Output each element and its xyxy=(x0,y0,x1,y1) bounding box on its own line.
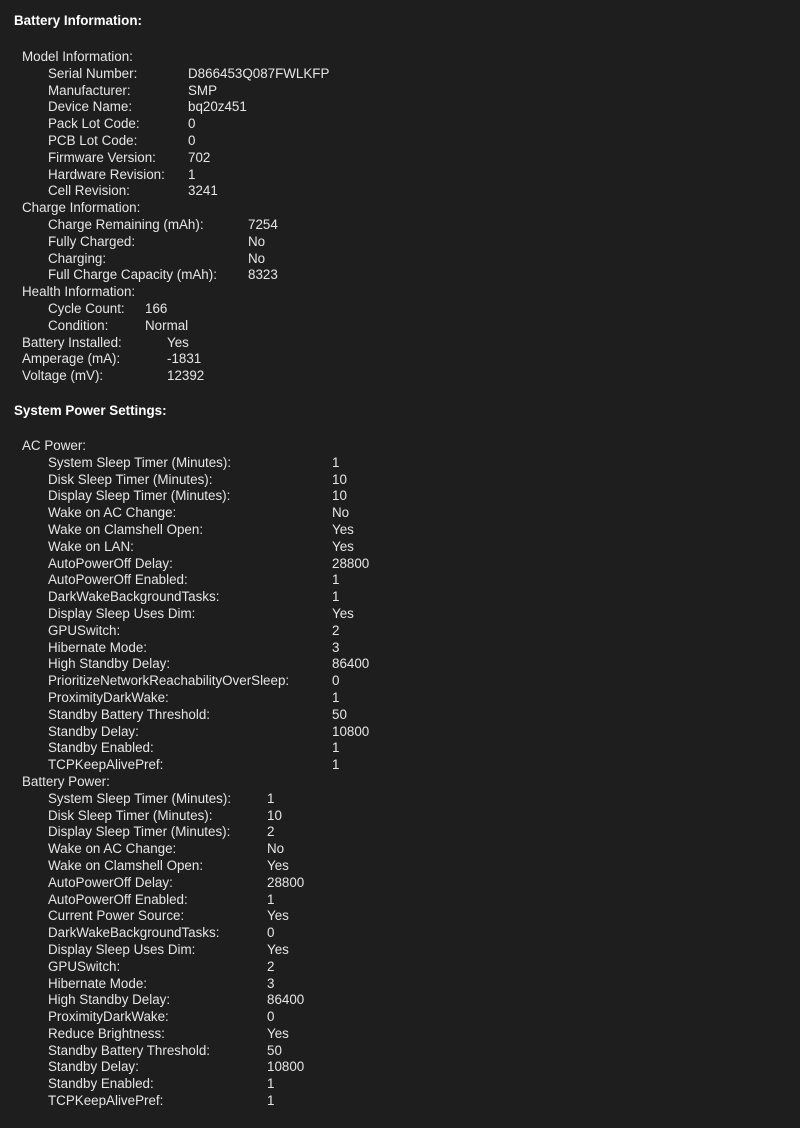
info-row-label: Device Name: xyxy=(48,99,133,115)
info-row-label: GPUSwitch: xyxy=(48,958,121,974)
info-row-value: 10 xyxy=(332,471,347,487)
system-power-settings-title: System Power Settings: xyxy=(14,403,167,418)
info-row xyxy=(0,925,800,942)
info-row-label: AutoPowerOff Enabled: xyxy=(48,572,188,588)
info-row-label: High Standby Delay: xyxy=(48,656,171,672)
info-row xyxy=(0,808,800,825)
ac-power-heading: AC Power: xyxy=(22,438,86,453)
info-row xyxy=(0,488,800,505)
info-row-label: Current Power Source: xyxy=(48,908,185,924)
info-row-label: PrioritizeNetworkReachabilityOverSleep: xyxy=(48,673,290,689)
info-row-value: SMP xyxy=(188,82,218,98)
info-row-value: 7254 xyxy=(248,216,278,232)
info-row-value: No xyxy=(332,505,350,521)
info-row xyxy=(0,724,800,741)
info-row-value: 50 xyxy=(267,1042,282,1058)
info-row xyxy=(0,841,800,858)
info-row xyxy=(0,1076,800,1093)
info-row-label: Amperage (mA): xyxy=(22,351,121,367)
info-row xyxy=(0,824,800,841)
info-row-label: Battery Installed: xyxy=(22,334,122,350)
info-row-value: 86400 xyxy=(332,656,370,672)
info-row xyxy=(0,116,800,133)
info-row-label: DarkWakeBackgroundTasks: xyxy=(48,925,220,941)
info-row-value: No xyxy=(248,250,266,266)
ac-power-rows xyxy=(0,455,800,774)
info-row-label: Wake on AC Change: xyxy=(48,505,177,521)
info-row xyxy=(0,455,800,472)
health-information-heading: Health Information: xyxy=(22,284,136,300)
info-row-label: PCB Lot Code: xyxy=(48,132,138,148)
info-row xyxy=(0,251,800,268)
info-row-value: 0 xyxy=(267,1009,275,1025)
info-row-label: Standby Delay: xyxy=(48,723,139,739)
info-row-value: 1 xyxy=(267,1093,275,1109)
info-row-label: Voltage (mV): xyxy=(22,368,104,384)
info-row xyxy=(0,791,800,808)
info-row-value: 1 xyxy=(332,589,340,605)
info-row-label: Cell Revision: xyxy=(48,183,130,199)
info-row xyxy=(0,183,800,200)
info-row-value: 50 xyxy=(332,706,347,722)
info-row xyxy=(0,690,800,707)
info-row-value: 28800 xyxy=(332,555,370,571)
info-row-value: 1 xyxy=(332,740,340,756)
info-row-label: Wake on Clamshell Open: xyxy=(48,857,204,873)
system-power-settings-section xyxy=(0,438,800,1110)
battery-information-section xyxy=(0,49,800,385)
info-row xyxy=(0,150,800,167)
info-row-value: Yes xyxy=(267,857,289,873)
info-row xyxy=(0,83,800,100)
battery-power-heading: Battery Power: xyxy=(22,773,110,789)
info-row-label: Hibernate Mode: xyxy=(48,639,147,655)
info-row xyxy=(0,368,800,385)
info-row-value: bq20z451 xyxy=(188,99,247,115)
info-row-value: 0 xyxy=(188,116,196,132)
info-row xyxy=(0,740,800,757)
info-row-label: Standby Delay: xyxy=(48,1059,139,1075)
info-row-label: ProximityDarkWake: xyxy=(48,1009,169,1025)
info-row xyxy=(0,707,800,724)
info-row xyxy=(0,606,800,623)
info-row-label: Manufacturer: xyxy=(48,82,131,98)
info-row-value: 702 xyxy=(188,149,211,165)
charge-information-heading: Charge Information: xyxy=(22,200,141,216)
info-row-label: Wake on Clamshell Open: xyxy=(48,521,204,537)
info-row-label: Display Sleep Timer (Minutes): xyxy=(48,488,231,504)
info-row-label: Firmware Version: xyxy=(48,149,156,165)
info-row-label: ProximityDarkWake: xyxy=(48,689,169,705)
info-row xyxy=(0,167,800,184)
info-row-label: Display Sleep Uses Dim: xyxy=(48,941,196,957)
info-row xyxy=(0,858,800,875)
info-row xyxy=(0,1043,800,1060)
info-row-label: TCPKeepAlivePref: xyxy=(48,1093,164,1109)
info-row-label: Charging: xyxy=(48,250,107,266)
info-row-value: Normal xyxy=(145,317,189,333)
info-row-value: 8323 xyxy=(248,267,278,283)
info-row-value: No xyxy=(248,233,266,249)
info-row-value: 2 xyxy=(267,824,275,840)
battery-power-rows xyxy=(0,791,800,1110)
info-row-label: Hardware Revision: xyxy=(48,166,165,182)
info-row xyxy=(0,556,800,573)
info-row-value: 12392 xyxy=(167,368,205,384)
model-information-rows xyxy=(0,66,800,200)
info-row-label: DarkWakeBackgroundTasks: xyxy=(48,589,220,605)
info-row-label: Reduce Brightness: xyxy=(48,1025,165,1041)
info-row-label: Hibernate Mode: xyxy=(48,975,147,991)
info-row-value: 10 xyxy=(267,807,282,823)
info-row-label: Disk Sleep Timer (Minutes): xyxy=(48,807,213,823)
info-row xyxy=(0,505,800,522)
info-row-value: Yes xyxy=(332,521,354,537)
info-row-value: Yes xyxy=(267,941,289,957)
info-row-value: No xyxy=(267,841,285,857)
info-row xyxy=(0,640,800,657)
info-row-label: Cycle Count: xyxy=(48,300,125,316)
info-row-value: 3241 xyxy=(188,183,218,199)
info-row xyxy=(0,959,800,976)
info-row xyxy=(0,1026,800,1043)
info-row xyxy=(0,472,800,489)
info-row xyxy=(0,623,800,640)
info-row-label: Standby Battery Threshold: xyxy=(48,1042,211,1058)
info-row xyxy=(0,99,800,116)
info-row xyxy=(0,942,800,959)
info-row-label: Wake on LAN: xyxy=(48,538,134,554)
info-row-value: 1 xyxy=(332,572,340,588)
info-row-label: Fully Charged: xyxy=(48,233,136,249)
info-row-value: 1 xyxy=(267,1076,275,1092)
info-row-value: 2 xyxy=(267,958,275,974)
info-row-label: AutoPowerOff Delay: xyxy=(48,555,173,571)
info-row-value: Yes xyxy=(167,334,189,350)
info-row-label: Charge Remaining (mAh): xyxy=(48,216,204,232)
info-row xyxy=(0,318,800,335)
battery-top-rows xyxy=(0,335,800,385)
info-row-value: 1 xyxy=(188,166,196,182)
info-row xyxy=(0,66,800,83)
charge-information-rows xyxy=(0,217,800,284)
info-row xyxy=(0,992,800,1009)
info-row xyxy=(0,976,800,993)
info-row-value: Yes xyxy=(267,908,289,924)
info-row-value: 1 xyxy=(332,689,340,705)
info-row-value: 10 xyxy=(332,488,347,504)
info-row xyxy=(0,656,800,673)
info-row-value: Yes xyxy=(332,538,354,554)
info-row xyxy=(0,875,800,892)
info-row-value: 166 xyxy=(145,300,168,316)
info-row-label: System Sleep Timer (Minutes): xyxy=(48,454,232,470)
info-row-value: 86400 xyxy=(267,992,305,1008)
info-row xyxy=(0,1093,800,1110)
model-information-heading: Model Information: xyxy=(22,49,133,64)
info-row xyxy=(0,908,800,925)
info-row xyxy=(0,673,800,690)
info-row-label: System Sleep Timer (Minutes): xyxy=(48,790,232,806)
info-row-label: Serial Number: xyxy=(48,65,138,81)
info-row-value: Yes xyxy=(267,1025,289,1041)
info-row-label: Full Charge Capacity (mAh): xyxy=(48,267,217,283)
info-row xyxy=(0,1009,800,1026)
info-row-value: 0 xyxy=(332,673,340,689)
info-row xyxy=(0,757,800,774)
info-row-value: 10800 xyxy=(267,1059,305,1075)
info-row-value: 0 xyxy=(188,132,196,148)
info-row-label: TCPKeepAlivePref: xyxy=(48,757,164,773)
info-row-label: AutoPowerOff Enabled: xyxy=(48,891,188,907)
info-row xyxy=(0,335,800,352)
info-row xyxy=(0,301,800,318)
info-row-label: Standby Enabled: xyxy=(48,1076,154,1092)
info-row-label: Display Sleep Uses Dim: xyxy=(48,605,196,621)
info-row-value: 1 xyxy=(267,790,275,806)
info-row xyxy=(0,1059,800,1076)
info-row xyxy=(0,133,800,150)
info-row-value: -1831 xyxy=(167,351,202,367)
info-row xyxy=(0,892,800,909)
info-row-label: Disk Sleep Timer (Minutes): xyxy=(48,471,213,487)
info-row-value: 2 xyxy=(332,622,340,638)
info-row xyxy=(0,234,800,251)
info-row-value: 1 xyxy=(332,757,340,773)
info-row xyxy=(0,351,800,368)
info-row-label: Display Sleep Timer (Minutes): xyxy=(48,824,231,840)
battery-information-title: Battery Information: xyxy=(14,13,142,28)
info-row-label: Condition: xyxy=(48,317,109,333)
info-row-label: GPUSwitch: xyxy=(48,622,121,638)
info-row-value: 1 xyxy=(267,891,275,907)
info-row-label: High Standby Delay: xyxy=(48,992,171,1008)
info-row-value: D866453Q087FWLKFP xyxy=(188,65,330,81)
info-row-value: 0 xyxy=(267,925,275,941)
info-row-value: 28800 xyxy=(267,874,305,890)
info-row-label: Standby Enabled: xyxy=(48,740,154,756)
info-row-value: Yes xyxy=(332,605,354,621)
info-row xyxy=(0,572,800,589)
info-row xyxy=(0,522,800,539)
info-row xyxy=(0,539,800,556)
info-row xyxy=(0,589,800,606)
info-row-value: 1 xyxy=(332,454,340,470)
info-row xyxy=(0,217,800,234)
info-row-value: 3 xyxy=(332,639,340,655)
info-row-label: Wake on AC Change: xyxy=(48,841,177,857)
info-row xyxy=(0,267,800,284)
health-information-rows xyxy=(0,301,800,335)
info-row-label: Pack Lot Code: xyxy=(48,116,140,132)
info-row-label: AutoPowerOff Delay: xyxy=(48,874,173,890)
info-row-value: 3 xyxy=(267,975,275,991)
info-row-value: 10800 xyxy=(332,723,370,739)
info-row-label: Standby Battery Threshold: xyxy=(48,706,211,722)
